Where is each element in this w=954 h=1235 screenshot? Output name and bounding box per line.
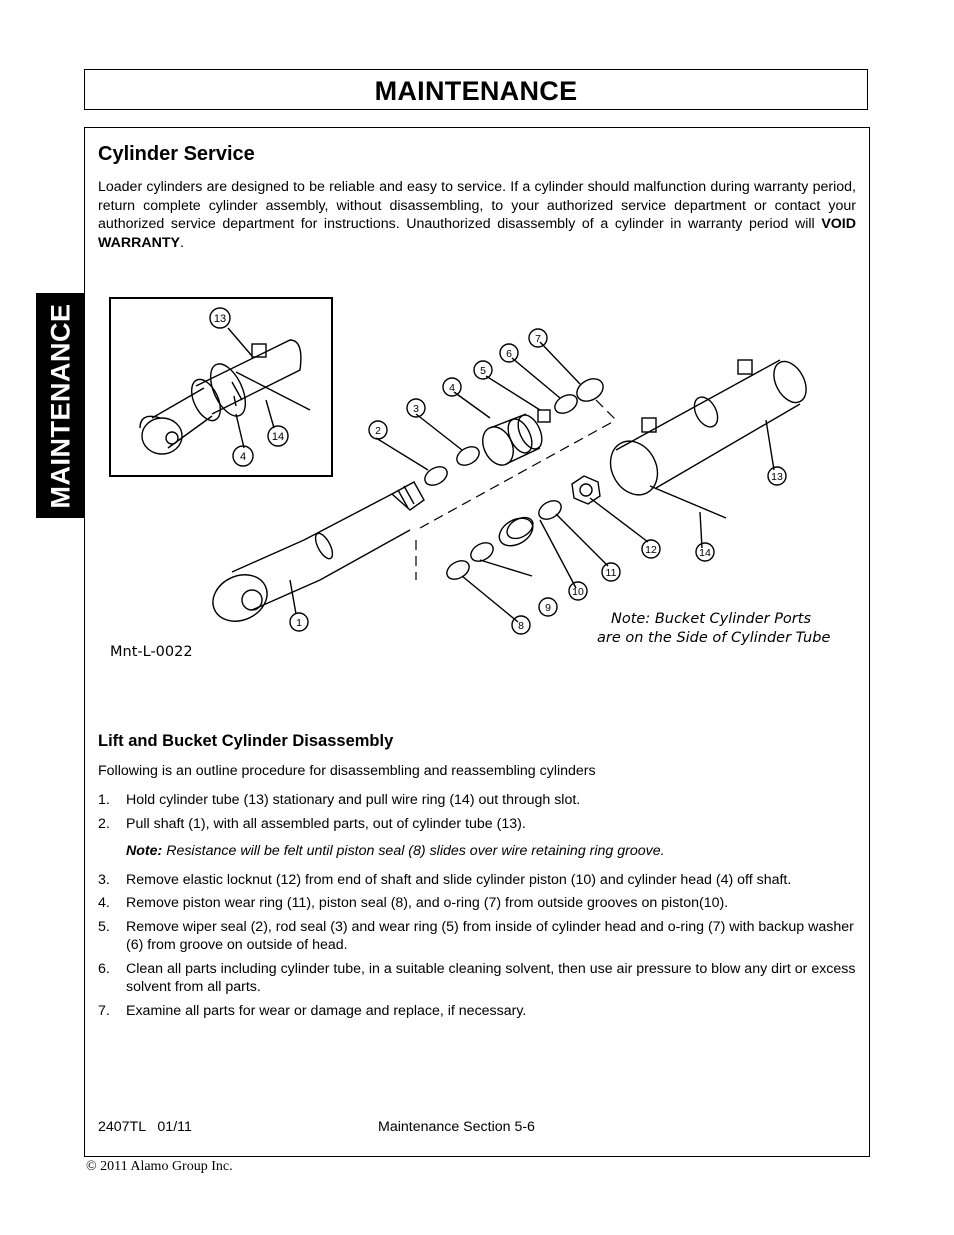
callout-2: 2: [375, 425, 381, 437]
note-label: Note:: [126, 843, 163, 859]
procedure-lead: Following is an outline procedure for disassembling and reassembling cylinders: [98, 763, 596, 779]
callout-6: 6: [506, 348, 512, 360]
page-header: [84, 69, 868, 110]
step-number: 1.: [98, 792, 110, 808]
page-title: MAINTENANCE: [374, 76, 578, 106]
intro-end: .: [179, 235, 184, 252]
intro-paragraph: [98, 178, 856, 253]
void-warranty-text: VOID WARRANTY: [98, 216, 856, 252]
footer-model-date: 2407TL 01/11: [98, 1119, 192, 1135]
step-number: 7.: [98, 1003, 110, 1019]
section-side-tab: [36, 293, 85, 518]
callout-1: 1: [296, 617, 302, 629]
step-text: Pull shaft (1), with all assembled parts, out of cylinder tube (13).: [126, 816, 526, 832]
callout-12: 12: [645, 544, 657, 556]
step-number: 4.: [98, 895, 110, 911]
section-title: Cylinder Service: [98, 143, 255, 165]
callout-14-inset: 14: [271, 431, 285, 443]
diagram-note-line2: are on the Side of Cylinder Tube: [597, 630, 831, 646]
callout-13: 13: [771, 471, 783, 483]
step-text: Remove piston wear ring (11), piston seal (8), and o-ring (7) from outside grooves on piston(10).: [126, 895, 729, 911]
step-number: 5.: [98, 919, 110, 935]
callout-9: 9: [545, 602, 551, 614]
callout-3: 3: [413, 403, 419, 415]
step-text: Remove elastic locknut (12) from end of shaft and slide cylinder piston (10) and cylinder head (4) off shaft.: [126, 872, 792, 888]
side-tab-label: MAINTENANCE: [45, 303, 75, 508]
callout-10: 10: [572, 586, 584, 598]
callout-7: 7: [535, 333, 541, 345]
procedure-title: Lift and Bucket Cylinder Disassembly: [98, 732, 394, 750]
step-number: 3.: [98, 872, 110, 888]
diagram-ref-id: Mnt-L-0022: [110, 644, 193, 660]
intro-text: Loader cylinders are designed to be reliable and easy to service. If a cylinder should malfunction during warranty period, return complete cylinder assembly, without disassembling, to your authorized service department or contact your authorized service department for instructions. Unauthorized disassembly of a cylinder in warranty period will: [98, 179, 856, 233]
step-number: 6.: [98, 961, 110, 977]
copyright: © 2011 Alamo Group Inc.: [86, 1159, 233, 1174]
callout-13-inset: 13: [213, 313, 227, 325]
callout-14: 14: [699, 547, 711, 559]
step-text: Clean all parts including cylinder tube, in a suitable cleaning solvent, then use air pressure to blow any dirt or excess solvent from all parts.: [126, 961, 856, 996]
footer-section: Maintenance Section 5-6: [378, 1119, 535, 1135]
callout-4-inset: 4: [239, 451, 247, 463]
step-text: Hold cylinder tube (13) stationary and pull wire ring (14) out through slot.: [126, 792, 581, 808]
callout-4: 4: [449, 382, 455, 394]
step-text: Remove wiper seal (2), rod seal (3) and wear ring (5) from inside of cylinder head and o-ring (7) with backup washer (6) from groove on outside of head.: [126, 919, 854, 954]
procedure-note: [126, 843, 665, 859]
note-text: Resistance will be felt until piston seal (8) slides over wire retaining ring groove.: [162, 843, 665, 859]
callout-8: 8: [518, 620, 524, 632]
cylinder-exploded-diagram: [100, 290, 860, 670]
callout-5: 5: [480, 365, 486, 377]
diagram-note-line1: Note: Bucket Cylinder Ports: [611, 611, 812, 627]
step-text: Examine all parts for wear or damage and replace, if necessary.: [126, 1003, 527, 1019]
callout-11: 11: [605, 567, 617, 579]
step-number: 2.: [98, 816, 110, 832]
